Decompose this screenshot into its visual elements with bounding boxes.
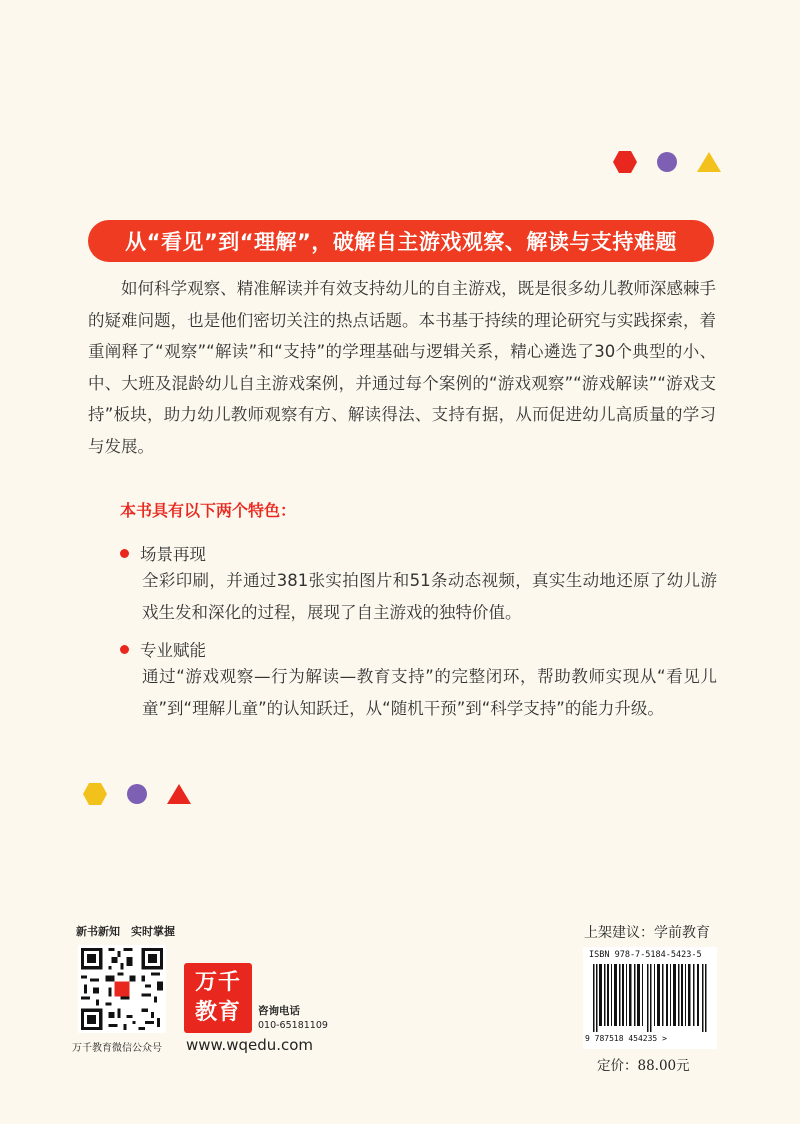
bottom-decoration xyxy=(83,783,191,805)
features-title: 本书具有以下两个特色： xyxy=(120,501,297,520)
circle-icon xyxy=(127,784,147,804)
top-decoration xyxy=(613,151,721,173)
intro-paragraph: 如何科学观察、精准解读并有效支持幼儿的自主游戏，既是很多幼儿教师深感棘手的疑难问题，也是他们密切关注的热点话题。本书基于持续的理论研究与实践探索，着重阐释了“观察”“解读”和“支持”的学理基础与逻辑关系，精心遴选了30个典型的小、中、大班及混龄幼儿自主游戏案例，并通过每个案例的“游戏观察”“游戏解读”“游戏支持”板块，助力幼儿教师观察有方、解读得法、支持有据，从而促进幼儿高质量的学习与发展。 xyxy=(88,279,716,456)
headline-text: 从“看见”到“理解”，破解自主游戏观察、解读与支持难题 xyxy=(125,230,677,254)
headline-banner xyxy=(88,220,714,262)
feature-2-body: 通过“游戏观察—行为解读—教育支持”的完整闭环，帮助教师实现从“看见儿童”到“理解儿童”的认知跃迁，从“随机干预”到“科学支持”的能力升级。 xyxy=(142,667,717,718)
isbn-barcode xyxy=(583,947,717,1049)
triangle-icon xyxy=(167,784,191,804)
qr-caption-bottom: 万千教育微信公众号 xyxy=(72,1043,162,1054)
ean-number: 9 787518 454235 > xyxy=(585,1034,667,1043)
logo-line-1: 万千 xyxy=(194,970,241,995)
hexagon-icon xyxy=(83,783,107,805)
feature-1-heading-text: 场景再现 xyxy=(140,545,206,564)
hexagon-icon xyxy=(613,151,637,173)
barcode-icon xyxy=(593,964,707,1032)
bullet-icon xyxy=(120,549,129,558)
website-url: www.wqedu.com xyxy=(186,1036,314,1054)
shelf-suggestion: 上架建议：学前教育 xyxy=(584,925,710,941)
logo-line-2: 教育 xyxy=(194,1000,241,1025)
consult-label: 咨询电话 xyxy=(258,1005,300,1017)
feature-2-heading xyxy=(120,637,206,661)
feature-2-heading-text: 专业赋能 xyxy=(140,641,206,660)
bullet-icon xyxy=(120,645,129,654)
qr-caption-top: 新书新知 实时掌握 xyxy=(76,925,175,938)
qr-code-icon xyxy=(78,945,166,1033)
isbn-number: ISBN 978-7-5184-5423-5 xyxy=(589,950,702,960)
feature-1-heading xyxy=(120,541,206,565)
triangle-icon xyxy=(697,152,721,172)
circle-icon xyxy=(657,152,677,172)
book-price: 定价：88.00元 xyxy=(597,1058,690,1074)
publisher-logo xyxy=(184,963,252,1033)
feature-1-body: 全彩印刷，并通过381张实拍图片和51条动态视频，真实生动地还原了幼儿游戏生发和深化的过程，展现了自主游戏的独特价值。 xyxy=(142,571,717,622)
consult-phone: 010-65181109 xyxy=(258,1020,328,1031)
